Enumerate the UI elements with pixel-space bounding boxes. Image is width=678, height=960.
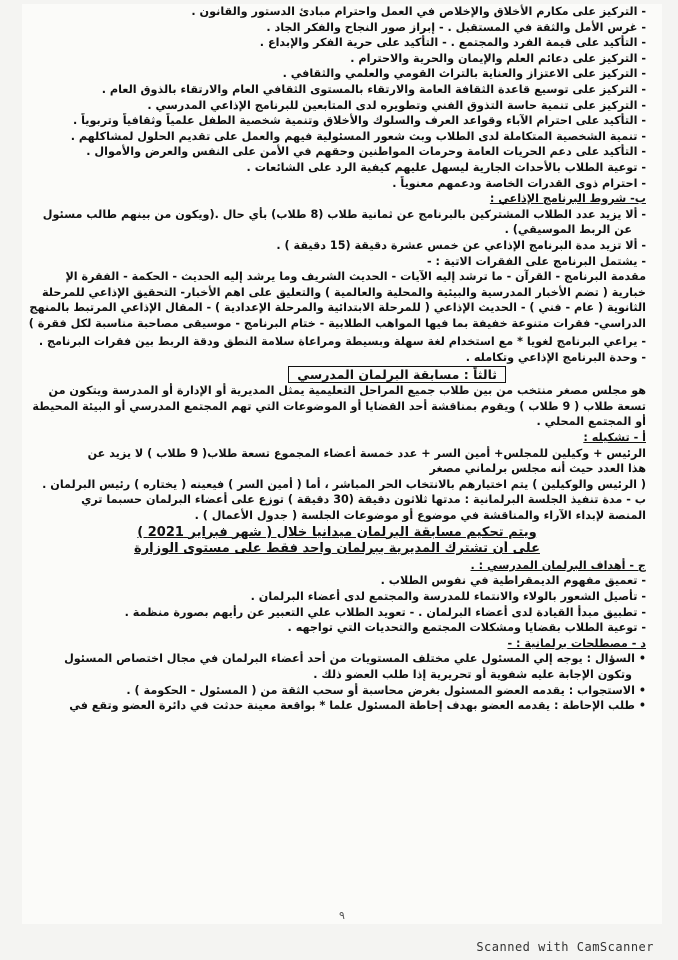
text-line: - يراعي البرنامج لغويا * مع استخدام لغة سهلة وبسيطة ومراعاة سلامة النطق ودقة الربط بين فقرات البرنامج . — [38, 335, 646, 349]
scanner-watermark: Scanned with CamScanner — [476, 940, 654, 954]
text-line: ب - مدة تنفيذ الجلسة البرلمانية : مدتها ثلاثون دقيقة (30 دقيقة ) توزع على أعضاء البرلمان حسبما تري — [81, 493, 646, 507]
text-line: - تأصيل الشعور بالولاء والانتماء للمدرسة والمجتمع لدى أعضاء البرلمان . — [250, 589, 646, 603]
document-body — [22, 4, 662, 714]
text-line: • السؤال : يوجه إلي المسئول علي مختلف المستويات من أحد أعضاء البرلمان في مجال اختصاص المسئول — [64, 652, 646, 666]
section-b-heading: ب- شروط البرنامج الإذاعي : — [489, 192, 646, 206]
text-line: الرئيس + وكيلين للمجلس+ أمين السر + عدد خمسة أعضاء المجموع تسعة طلاب( 9 طلاب ) لا يزيد عن — [87, 446, 646, 460]
text-line: - التركيز على توسيع قاعدة الثقافة العامة والارتقاء بالمستوى الثقافي العام والارتقاء بالذوق العام . — [101, 82, 646, 96]
text-line: أو المجتمع المحلي . — [536, 415, 646, 429]
text-line: - توعية الطلاب بالأحداث الجارية ليسهل عليهم كيفية الرد على الشائعات . — [246, 160, 646, 174]
text-line: - توعية الطلاب بقضايا ومشكلات المجتمع والتحديات التي تواجهه . — [287, 621, 646, 635]
goals-heading: ج - أهداف البرلمان المدرسي : . — [470, 558, 646, 572]
text-line: - التركيز على تنمية حاسة التذوق الفني وتطويره لدى المتابعين للبرنامج الإذاعي المدرسي . — [147, 98, 646, 112]
text-line: - وحدة البرنامج الإذاعي وتكامله . — [465, 351, 646, 365]
text-line: هو مجلس مصغر منتخب من بين طلاب جميع المراحل التعليمية يمثل المديرية أو الإدارة أو المدرسة ويتكون من — [48, 384, 646, 398]
text-line: - تنمية الشخصية المتكاملة لدى الطلاب وبث شعور المسئولية فيهم والعمل على تقديم الحلول لمشاكلهم . — [70, 129, 646, 143]
text-line: - التركيز على مكارم الأخلاق والإخلاص في العمل واحترام مبادئ الدستور والقانون . — [191, 5, 646, 18]
text-line: - التأكيد على قيمة الفرد والمجتمع . - التأكيد على حرية الفكر والإبداع . — [259, 36, 646, 50]
text-line: - تعميق مفهوم الديمقراطية في نفوس الطلاب . — [380, 574, 646, 588]
text-line: وتكون الإجابة عليه شفوية أو تحريرية إذا طلب العضو ذلك . — [313, 667, 632, 681]
page-number: ٩ — [339, 909, 345, 922]
text-line: عن الربط الموسيقي) . — [504, 223, 632, 237]
text-line: • طلب الإحاطة : يقدمه العضو بهدف إحاطة المسئول علما * بواقعة معينة حدثت في دائرة العضو وتقع في — [69, 699, 646, 713]
text-line: - ألا يزيد عدد الطلاب المشتركين بالبرنامج عن ثمانية طلاب (8 طلاب) بأي حال .(ويكون من بينهم طالب مسئول — [42, 207, 646, 221]
text-line: • الاستجواب : يقدمه العضو المسئول بغرض محاسبة أو سحب الثقة من ( المسئول - الحكومة ) . — [126, 683, 646, 697]
text-line: - ألا تزيد مدة البرنامج الإذاعي عن خمس عشرة دقيقة (15 دقيقة ) . — [276, 238, 646, 252]
section-3-heading: ثالثاً : مسابقة البرلمان المدرسي — [288, 366, 506, 384]
text-line: - احترام ذوى القدرات الخاصة ودعمهم معنوياً . — [392, 176, 646, 190]
text-line: الدراسي- فقرات متنوعة خفيفة بما فيها المواهب الطلابية - ختام البرنامج - موسيقى مصاحبة مناسبة لكل فقرة ) — [28, 316, 646, 330]
text-line: الثانوية ( عام - فني ) - الحديث الإذاعي ( للمرحلة الابتدائية والمرحلة الإعدادية ) - المقال الإذاعي المرتبط بالمنهج — [29, 301, 646, 315]
text-line: - يشتمل البرنامج على الفقرات الاتية : - — [426, 254, 646, 268]
text-line: - تطبيق مبدأ القيادة لدى أعضاء البرلمان . - تعويد الطلاب علي التعبير عن رأيهم بصورة منظمة . — [124, 605, 646, 619]
text-line: مقدمة البرنامج - القرآن - ما ترشد إليه الآيات - الحديث الشريف وما يرشد إليه الحديث - الحكمة - الفقرة الإ — [65, 270, 646, 284]
text-line: ( الرئيس والوكيلين ) يتم اختيارهم بالانتخاب الحر المباشر ، أما ( أمين السر ) فيعينه ( يختاره ) رئيس البرلمان . — [42, 477, 646, 491]
formation-heading: أ - تشكيله : — [583, 431, 646, 445]
text-line: - التركيز على الاعتزاز والعناية بالتراث القومي والعلمي والثقافي . — [282, 67, 646, 81]
notice-line: ويتم تحكيم مسابقة البرلمان ميدانيا خلال ( شهر فبراير 2021 ) — [137, 524, 537, 540]
notice-line: على أن تشترك المديرية ببرلمان واحد فقط على مستوى الوزارة — [134, 541, 540, 557]
text-line: - التأكيد على دعم الحريات العامة وحرمات المواطنين وحقهم في الأمن على النفس والعرض والأموال . — [86, 145, 646, 159]
text-line: - التأكيد على احترام الآباء وقواعد العرف والسلوك والأخلاق وتنمية شخصية الطفل علمياً وثقافياً وتربوياً . — [72, 114, 646, 128]
document-page — [22, 4, 662, 924]
text-line: - غرس الأمل والثقة في المستقبل . - إبراز صور النجاح والفكر الجاد . — [266, 20, 646, 34]
text-line: تسعة طلاب ( 9 طلاب ) ويقوم بمناقشة أحد القضايا أو الموضوعات التي تهم المجتمع المدرسي أو البيئة المحيطة — [32, 399, 646, 413]
text-line: خبارية ( تضم الأخبار المدرسية والبيئية والمحلية والعالمية ) والتعليق على اهم الأخبار- التحقيق الإذاعي للمرحلة — [42, 285, 646, 299]
text-line: - التركيز على دعائم العلم والإيمان والحرية والاحترام . — [350, 51, 646, 65]
terms-heading: د - مصطلحات برلمانية : - — [507, 636, 646, 650]
text-line: المنصة لإبداء الآراء والمناقشة في موضوع أو موضوعات الجلسة ( جدول الأعمال ) . — [194, 509, 646, 522]
text-line: هذا العدد حيث أنه مجلس برلماني مصغر — [429, 462, 646, 476]
